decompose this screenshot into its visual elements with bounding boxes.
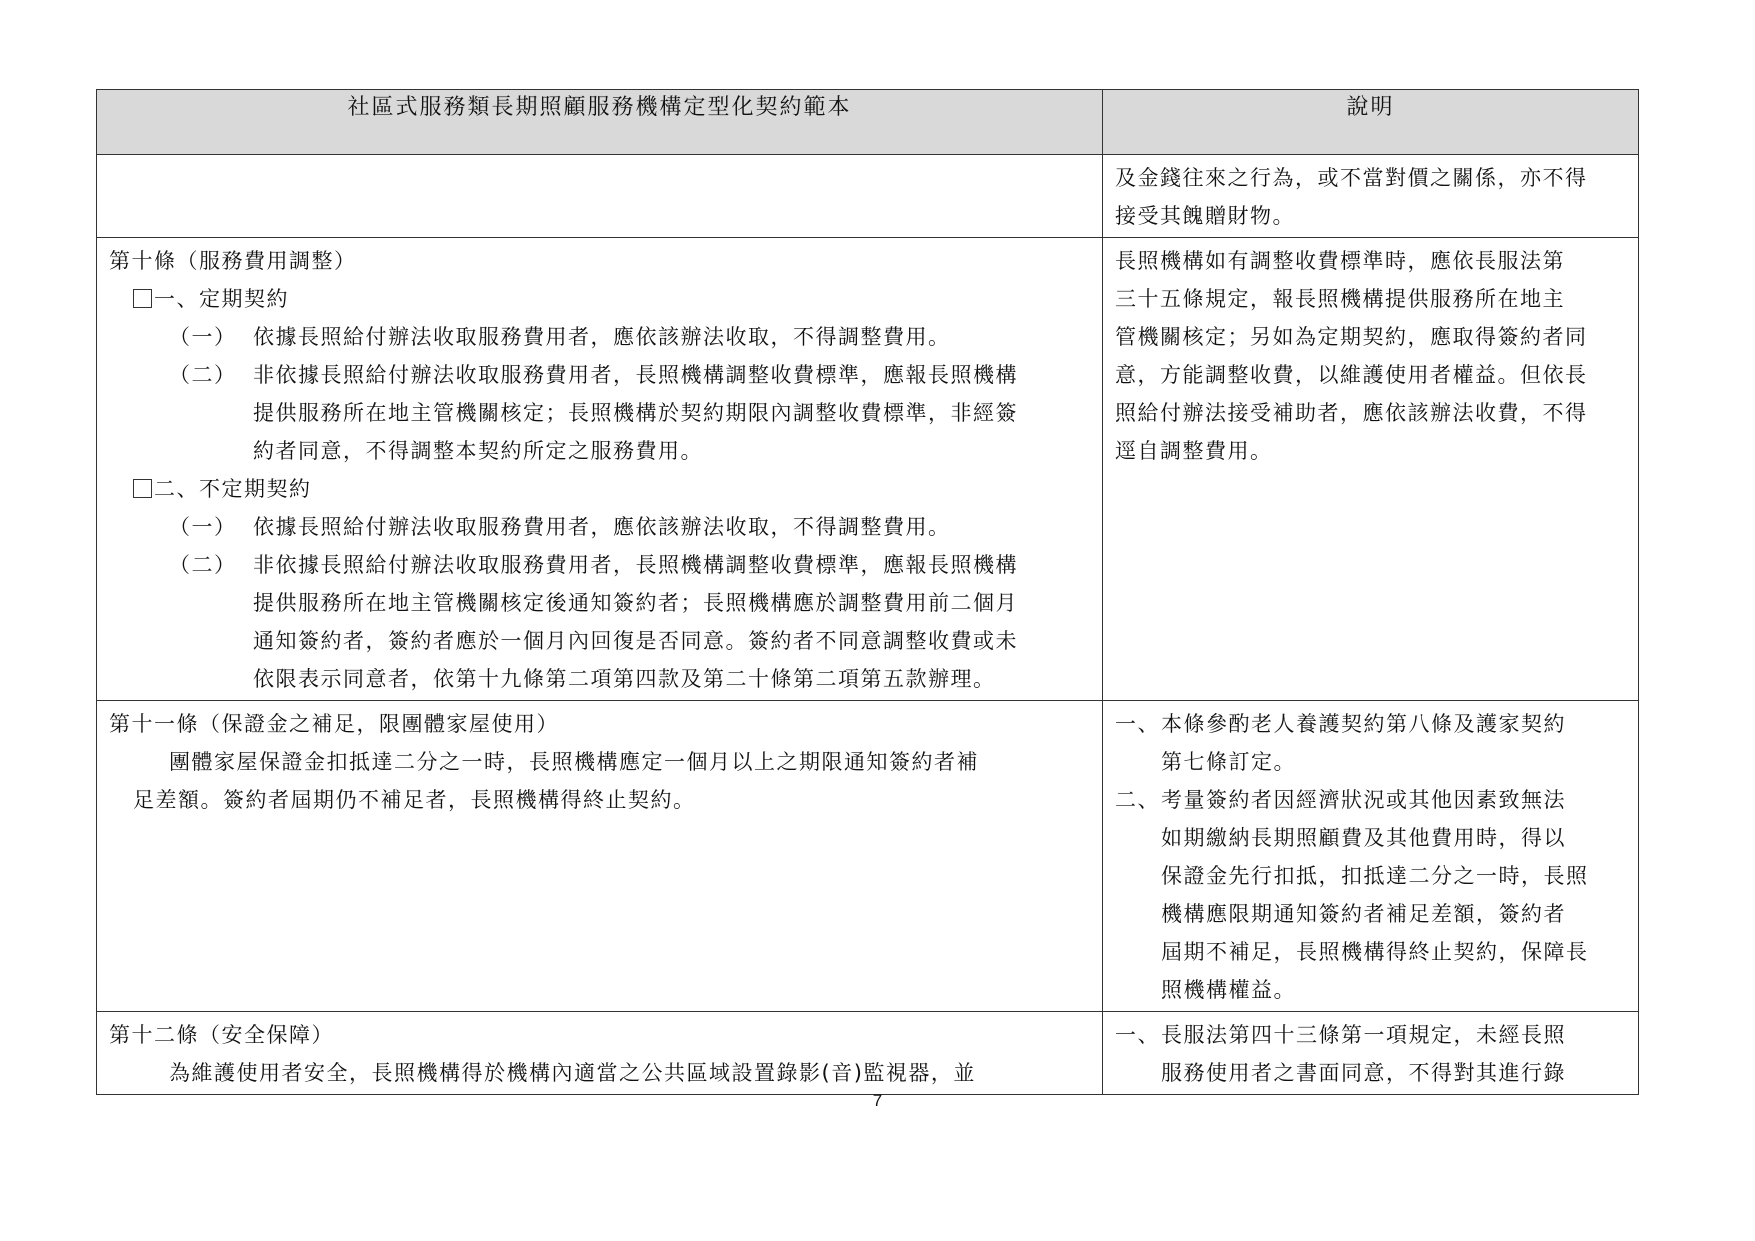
header-explanation: 說明 [1103, 90, 1639, 155]
checkbox[interactable] [133, 479, 152, 498]
text-line: 依據長照給付辦法收取服務費用者，應依該辦法收取，不得調整費用。 [253, 515, 951, 539]
table-row [97, 155, 1639, 238]
list-item [1115, 781, 1626, 1009]
text-line: 照機構權益。 [1161, 978, 1296, 1002]
text-line: 約者同意，不得調整本契約所定之服務費用。 [253, 439, 703, 463]
item-marker: 一、 [1115, 1023, 1160, 1047]
article-title: 第十一條（保證金之補足，限團體家屋使用） [109, 712, 559, 736]
text-line: 長照機構如有調整收費標準時，應依長服法第 [1115, 249, 1565, 273]
item-marker: （一） [169, 325, 237, 349]
text-line: 管機關核定；另如為定期契約，應取得簽約者同 [1115, 325, 1588, 349]
text-line: 第七條訂定。 [1161, 750, 1296, 774]
text-line: 依據長照給付辦法收取服務費用者，應依該辦法收取，不得調整費用。 [253, 325, 951, 349]
text-line: 長服法第四十三條第一項規定，未經長照 [1161, 1023, 1566, 1047]
list-item [109, 356, 1090, 470]
text-line: 本條參酌老人養護契約第八條及護家契約 [1161, 712, 1566, 736]
text-line: 提供服務所在地主管機關核定後通知簽約者；長照機構應於調整費用前二個月 [253, 591, 1018, 615]
text-line: 及金錢往來之行為，或不當對價之關係，亦不得 [1115, 166, 1588, 190]
text-line: 接受其餽贈財物。 [1115, 204, 1295, 228]
table-row [97, 701, 1639, 1012]
text-line: 照給付辦法接受補助者，應依該辦法收費，不得 [1115, 401, 1588, 425]
text-line: 機構應限期通知簽約者補足差額，簽約者 [1161, 902, 1566, 926]
explanation-cell [1103, 238, 1639, 701]
option-label: 二、不定期契約 [154, 477, 312, 501]
table-row [97, 1012, 1639, 1095]
text-line: 足差額。簽約者屆期仍不補足者，長照機構得終止契約。 [133, 788, 696, 812]
text-line: 服務使用者之書面同意，不得對其進行錄 [1161, 1061, 1566, 1085]
table-header-row [97, 90, 1639, 155]
explanation-cell [1103, 155, 1639, 238]
list-item [109, 508, 1090, 546]
text-line: 意，方能調整收費，以維護使用者權益。但依長 [1115, 363, 1588, 387]
checkbox[interactable] [133, 289, 152, 308]
text-line: 逕自調整費用。 [1115, 439, 1273, 463]
contract-cell-article-12 [97, 1012, 1103, 1095]
table-row [97, 238, 1639, 701]
list-item [1115, 1016, 1626, 1092]
contract-cell-article-11 [97, 701, 1103, 1012]
list-item [109, 546, 1090, 698]
text-line: 依限表示同意者，依第十九條第二項第四款及第二十條第二項第五款辦理。 [253, 667, 996, 691]
text-line: 為維護使用者安全，長照機構得於機構內適當之公共區域設置錄影(音)監視器，並 [169, 1061, 976, 1085]
item-marker: （二） [169, 363, 237, 387]
text-line: 保證金先行扣抵，扣抵達二分之一時，長照 [1161, 864, 1589, 888]
text-line: 屆期不補足，長照機構得終止契約，保障長 [1161, 940, 1589, 964]
list-item [109, 318, 1090, 356]
option-label: 一、定期契約 [154, 287, 289, 311]
page-number: 7 [872, 1091, 883, 1110]
text-line: 如期繳納長期照顧費及其他費用時，得以 [1161, 826, 1566, 850]
item-marker: 一、 [1115, 712, 1160, 736]
contract-table [96, 89, 1639, 1095]
contract-cell-article-10 [97, 238, 1103, 701]
item-marker: 二、 [1115, 788, 1160, 812]
option-fixed-term [109, 280, 1090, 318]
header-contract-template: 社區式服務類長期照顧服務機構定型化契約範本 [97, 90, 1103, 155]
text-line: 三十五條規定，報長照機構提供服務所在地主 [1115, 287, 1565, 311]
list-item [1115, 705, 1626, 781]
item-marker: （一） [169, 515, 237, 539]
text-line: 考量簽約者因經濟狀況或其他因素致無法 [1161, 788, 1566, 812]
text-line: 提供服務所在地主管機關核定；長照機構於契約期限內調整收費標準，非經簽 [253, 401, 1018, 425]
article-title: 第十條（服務費用調整） [109, 249, 357, 273]
item-marker: （二） [169, 553, 237, 577]
explanation-cell [1103, 701, 1639, 1012]
text-line: 非依據長照給付辦法收取服務費用者，長照機構調整收費標準，應報長照機構 [253, 553, 1018, 577]
explanation-cell [1103, 1012, 1639, 1095]
option-open-term [109, 470, 1090, 508]
article-title: 第十二條（安全保障） [109, 1023, 334, 1047]
text-line: 通知簽約者，簽約者應於一個月內回復是否同意。簽約者不同意調整收費或未 [253, 629, 1018, 653]
text-line: 非依據長照給付辦法收取服務費用者，長照機構調整收費標準，應報長照機構 [253, 363, 1018, 387]
empty-contract-cell [97, 155, 1103, 238]
text-line: 團體家屋保證金扣抵達二分之一時，長照機構應定一個月以上之期限通知簽約者補 [169, 750, 979, 774]
